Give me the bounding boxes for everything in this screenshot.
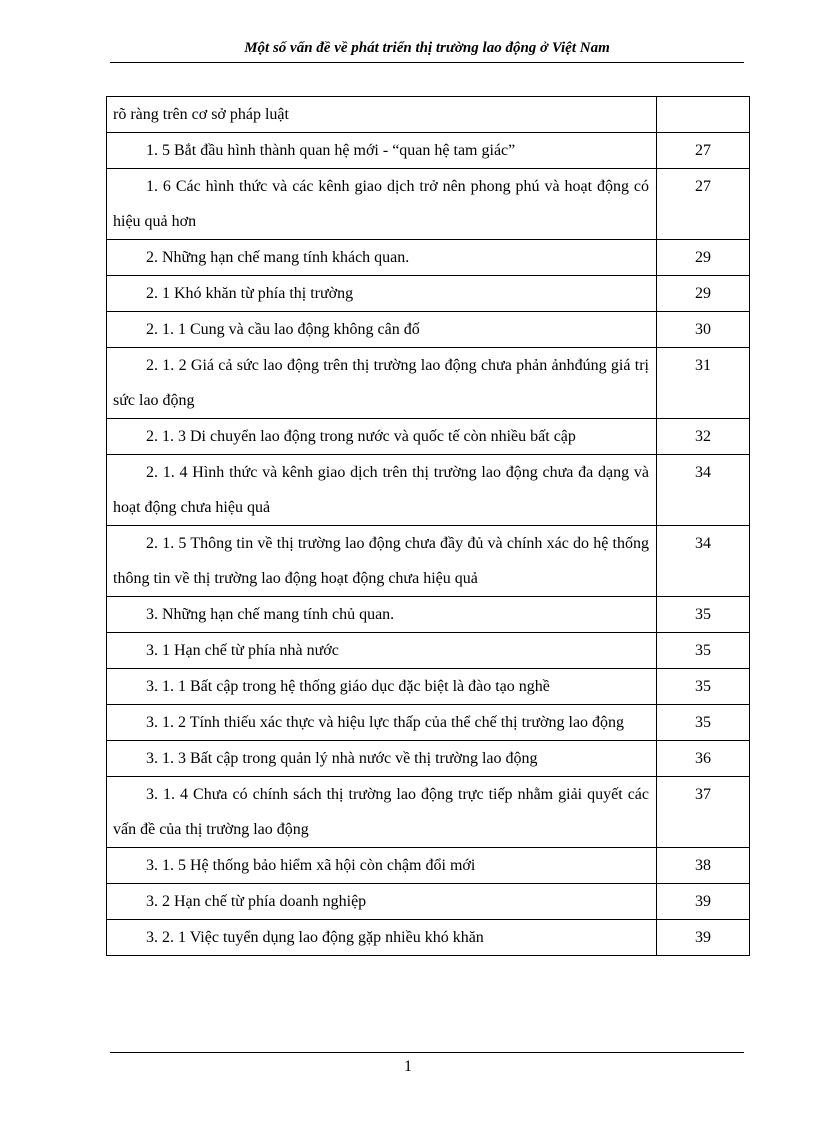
toc-row xyxy=(107,169,750,240)
table-of-contents xyxy=(106,96,750,956)
toc-entry-text: 2. 1. 3 Di chuyển lao động trong nước và quốc tế còn nhiều bất cập xyxy=(107,419,657,455)
toc-body xyxy=(107,97,750,956)
toc-entry-text: rõ ràng trên cơ sở pháp luật xyxy=(107,97,657,133)
toc-entry-text: 3. 1. 2 Tính thiếu xác thực và hiệu lực thấp của thể chế thị trường lao động xyxy=(107,705,657,741)
toc-entry-text: 3. 1 Hạn chế từ phía nhà nước xyxy=(107,633,657,669)
page-number: 1 xyxy=(404,1058,412,1075)
toc-row xyxy=(107,669,750,705)
toc-entry-page: 30 xyxy=(657,312,750,348)
toc-entry-page: 35 xyxy=(657,705,750,741)
toc-entry-text: 3. Những hạn chế mang tính chủ quan. xyxy=(107,597,657,633)
toc-entry-text: 2. 1. 1 Cung và cầu lao động không cân đố xyxy=(107,312,657,348)
toc-entry-page: 38 xyxy=(657,848,750,884)
header-rule xyxy=(110,62,744,63)
toc-entry-text: 2. Những hạn chế mang tính khách quan. xyxy=(107,240,657,276)
toc-entry-page: 35 xyxy=(657,633,750,669)
toc-row xyxy=(107,633,750,669)
toc-entry-text: 2. 1 Khó khăn từ phía thị trường xyxy=(107,276,657,312)
toc-row xyxy=(107,848,750,884)
toc-row xyxy=(107,419,750,455)
toc-row xyxy=(107,526,750,597)
toc-row xyxy=(107,312,750,348)
toc-row xyxy=(107,920,750,956)
toc-entry-page xyxy=(657,97,750,133)
toc-entry-text: 3. 1. 4 Chưa có chính sách thị trường lao động trực tiếp nhằm giải quyết các vấn đề của thị trường lao động xyxy=(107,777,657,848)
toc-entry-text: 3. 2 Hạn chế từ phía doanh nghiệp xyxy=(107,884,657,920)
toc-entry-page: 37 xyxy=(657,777,750,848)
toc-row xyxy=(107,777,750,848)
toc-entry-text: 2. 1. 2 Giá cả sức lao động trên thị trường lao động chưa phản ảnhđúng giá trị sức lao động xyxy=(107,348,657,419)
toc-entry-page: 27 xyxy=(657,133,750,169)
toc-entry-page: 39 xyxy=(657,920,750,956)
toc-entry-text: 3. 1. 1 Bất cập trong hệ thống giáo dục đặc biệt là đào tạo nghề xyxy=(107,669,657,705)
toc-entry-text: 1. 6 Các hình thức và các kênh giao dịch trở nên phong phú và hoạt động có hiệu quả hơn xyxy=(107,169,657,240)
toc-row xyxy=(107,240,750,276)
toc-entry-page: 32 xyxy=(657,419,750,455)
toc-entry-page: 27 xyxy=(657,169,750,240)
toc-row xyxy=(107,884,750,920)
running-header: Một số vấn đề về phát triển thị trường lao động ở Việt Nam xyxy=(244,40,610,56)
toc-row xyxy=(107,741,750,777)
toc-row xyxy=(107,348,750,419)
toc-entry-page: 35 xyxy=(657,597,750,633)
footer-rule xyxy=(110,1052,744,1053)
toc-entry-page: 36 xyxy=(657,741,750,777)
toc-entry-page: 34 xyxy=(657,455,750,526)
toc-row xyxy=(107,133,750,169)
toc-entry-page: 31 xyxy=(657,348,750,419)
toc-row xyxy=(107,455,750,526)
toc-entry-text: 3. 1. 3 Bất cập trong quản lý nhà nước về thị trường lao động xyxy=(107,741,657,777)
toc-entry-page: 29 xyxy=(657,276,750,312)
toc-entry-page: 39 xyxy=(657,884,750,920)
toc-entry-text: 3. 1. 5 Hệ thống bảo hiểm xã hội còn chậm đổi mới xyxy=(107,848,657,884)
toc-entry-page: 34 xyxy=(657,526,750,597)
toc-row xyxy=(107,276,750,312)
toc-row xyxy=(107,705,750,741)
toc-entry-text: 1. 5 Bắt đầu hình thành quan hệ mới - “quan hệ tam giác” xyxy=(107,133,657,169)
toc-entry-text: 3. 2. 1 Việc tuyển dụng lao động gặp nhiều khó khăn xyxy=(107,920,657,956)
toc-entry-page: 35 xyxy=(657,669,750,705)
toc-entry-text: 2. 1. 4 Hình thức và kênh giao dịch trên thị trường lao động chưa đa dạng và hoạt động chưa hiệu quả xyxy=(107,455,657,526)
toc-row xyxy=(107,97,750,133)
toc-row xyxy=(107,597,750,633)
toc-entry-text: 2. 1. 5 Thông tin về thị trường lao động chưa đầy đủ và chính xác do hệ thống thông tin về thị trường lao động hoạt động chưa hiệu quả xyxy=(107,526,657,597)
toc-entry-page: 29 xyxy=(657,240,750,276)
